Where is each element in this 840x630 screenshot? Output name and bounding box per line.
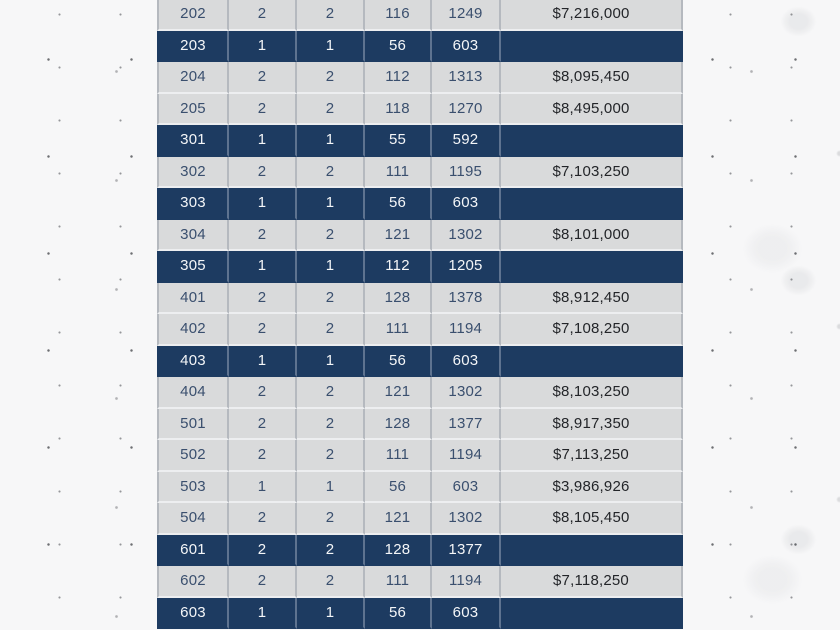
cell-price: $8,495,000 <box>501 94 683 126</box>
cell-area-sqft: 1377 <box>432 409 501 441</box>
cell-bathrooms: 2 <box>297 157 365 189</box>
cell-bedrooms: 2 <box>229 283 297 315</box>
cell-bedrooms: 1 <box>229 188 297 220</box>
cell-unit-number: 301 <box>157 125 229 157</box>
cell-unit-number: 601 <box>157 535 229 567</box>
table-row <box>157 283 683 315</box>
cell-bedrooms: 1 <box>229 472 297 504</box>
table-row <box>157 598 683 630</box>
table-row <box>157 94 683 126</box>
cell-bedrooms: 1 <box>229 31 297 63</box>
cell-bathrooms: 2 <box>297 409 365 441</box>
cell-unit-number: 305 <box>157 251 229 283</box>
cell-area-sqm: 56 <box>365 472 432 504</box>
cell-unit-number: 501 <box>157 409 229 441</box>
cell-area-sqm: 112 <box>365 251 432 283</box>
cell-area-sqft: 1302 <box>432 503 501 535</box>
cell-area-sqft: 1205 <box>432 251 501 283</box>
cell-unit-number: 302 <box>157 157 229 189</box>
cell-unit-number: 402 <box>157 314 229 346</box>
cell-area-sqft: 1378 <box>432 283 501 315</box>
cell-unit-number: 504 <box>157 503 229 535</box>
cell-area-sqm: 128 <box>365 409 432 441</box>
cell-price <box>501 125 683 157</box>
cell-bedrooms: 2 <box>229 566 297 598</box>
cell-bedrooms: 2 <box>229 314 297 346</box>
cell-bedrooms: 2 <box>229 94 297 126</box>
cell-price: $8,095,450 <box>501 62 683 94</box>
cell-area-sqm: 111 <box>365 314 432 346</box>
cell-bedrooms: 2 <box>229 157 297 189</box>
cell-bathrooms: 1 <box>297 31 365 63</box>
cell-area-sqm: 111 <box>365 157 432 189</box>
cell-area-sqft: 1270 <box>432 94 501 126</box>
cell-bathrooms: 2 <box>297 566 365 598</box>
cell-price: $3,986,926 <box>501 472 683 504</box>
cell-price: $7,118,250 <box>501 566 683 598</box>
cell-area-sqft: 603 <box>432 598 501 630</box>
table-body <box>157 0 683 629</box>
cell-price: $7,108,250 <box>501 314 683 346</box>
cell-price: $8,101,000 <box>501 220 683 252</box>
table-row <box>157 251 683 283</box>
table-row <box>157 157 683 189</box>
table-row <box>157 62 683 94</box>
cell-bedrooms: 2 <box>229 62 297 94</box>
cell-bedrooms: 2 <box>229 535 297 567</box>
table-row <box>157 535 683 567</box>
cell-area-sqm: 55 <box>365 125 432 157</box>
cell-area-sqft: 1194 <box>432 566 501 598</box>
cell-unit-number: 203 <box>157 31 229 63</box>
cell-bathrooms: 2 <box>297 220 365 252</box>
cell-area-sqft: 1313 <box>432 62 501 94</box>
cell-area-sqft: 603 <box>432 31 501 63</box>
cell-unit-number: 204 <box>157 62 229 94</box>
cell-price <box>501 346 683 378</box>
cell-area-sqft: 592 <box>432 125 501 157</box>
cell-area-sqft: 1377 <box>432 535 501 567</box>
cell-price <box>501 31 683 63</box>
cell-price <box>501 535 683 567</box>
cell-unit-number: 602 <box>157 566 229 598</box>
cell-area-sqm: 111 <box>365 440 432 472</box>
cell-bathrooms: 2 <box>297 440 365 472</box>
cell-unit-number: 603 <box>157 598 229 630</box>
cell-unit-number: 304 <box>157 220 229 252</box>
cell-area-sqft: 1249 <box>432 0 501 31</box>
cell-area-sqm: 56 <box>365 188 432 220</box>
cell-area-sqft: 603 <box>432 472 501 504</box>
table-row <box>157 31 683 63</box>
cell-unit-number: 502 <box>157 440 229 472</box>
cell-price <box>501 251 683 283</box>
cell-bathrooms: 2 <box>297 535 365 567</box>
cell-bathrooms: 2 <box>297 314 365 346</box>
cell-unit-number: 401 <box>157 283 229 315</box>
cell-bathrooms: 2 <box>297 283 365 315</box>
cell-bedrooms: 1 <box>229 251 297 283</box>
cell-unit-number: 205 <box>157 94 229 126</box>
cell-bedrooms: 2 <box>229 409 297 441</box>
cell-bedrooms: 1 <box>229 346 297 378</box>
cell-price <box>501 188 683 220</box>
cell-area-sqm: 118 <box>365 94 432 126</box>
cell-bathrooms: 2 <box>297 377 365 409</box>
cell-area-sqft: 1194 <box>432 314 501 346</box>
cell-price: $8,917,350 <box>501 409 683 441</box>
cell-bathrooms: 2 <box>297 503 365 535</box>
cell-area-sqm: 112 <box>365 62 432 94</box>
cell-area-sqm: 56 <box>365 31 432 63</box>
cell-area-sqft: 1195 <box>432 157 501 189</box>
table-row <box>157 346 683 378</box>
cell-area-sqm: 111 <box>365 566 432 598</box>
table-row <box>157 314 683 346</box>
cell-bathrooms: 2 <box>297 0 365 31</box>
cell-area-sqft: 1302 <box>432 377 501 409</box>
availability-table <box>157 0 683 629</box>
cell-bathrooms: 1 <box>297 598 365 630</box>
table-row <box>157 566 683 598</box>
cell-area-sqm: 116 <box>365 0 432 31</box>
cell-bathrooms: 1 <box>297 346 365 378</box>
cell-bedrooms: 2 <box>229 503 297 535</box>
table-row <box>157 409 683 441</box>
cell-price: $8,912,450 <box>501 283 683 315</box>
table-row <box>157 220 683 252</box>
cell-price: $8,105,450 <box>501 503 683 535</box>
cell-bathrooms: 2 <box>297 94 365 126</box>
cell-bathrooms: 1 <box>297 125 365 157</box>
cell-bedrooms: 1 <box>229 125 297 157</box>
cell-bedrooms: 2 <box>229 220 297 252</box>
cell-area-sqft: 603 <box>432 346 501 378</box>
cell-area-sqft: 603 <box>432 188 501 220</box>
cell-area-sqft: 1302 <box>432 220 501 252</box>
cell-price: $7,103,250 <box>501 157 683 189</box>
cell-bathrooms: 1 <box>297 188 365 220</box>
cell-price: $7,216,000 <box>501 0 683 31</box>
cell-price: $7,113,250 <box>501 440 683 472</box>
table-row <box>157 188 683 220</box>
table-row <box>157 377 683 409</box>
cell-unit-number: 403 <box>157 346 229 378</box>
cell-area-sqm: 56 <box>365 598 432 630</box>
cell-area-sqm: 121 <box>365 503 432 535</box>
availability-table-container <box>157 0 683 629</box>
cell-bathrooms: 1 <box>297 472 365 504</box>
table-row <box>157 503 683 535</box>
cell-area-sqm: 121 <box>365 377 432 409</box>
cell-unit-number: 404 <box>157 377 229 409</box>
table-row <box>157 472 683 504</box>
cell-price <box>501 598 683 630</box>
cell-area-sqm: 128 <box>365 283 432 315</box>
cell-price: $8,103,250 <box>501 377 683 409</box>
cell-bedrooms: 2 <box>229 0 297 31</box>
table-row <box>157 125 683 157</box>
cell-bathrooms: 2 <box>297 62 365 94</box>
cell-area-sqm: 121 <box>365 220 432 252</box>
cell-area-sqm: 56 <box>365 346 432 378</box>
table-row <box>157 0 683 31</box>
cell-bedrooms: 1 <box>229 598 297 630</box>
cell-bedrooms: 2 <box>229 440 297 472</box>
cell-unit-number: 303 <box>157 188 229 220</box>
cell-bathrooms: 1 <box>297 251 365 283</box>
table-row <box>157 440 683 472</box>
cell-area-sqm: 128 <box>365 535 432 567</box>
cell-bedrooms: 2 <box>229 377 297 409</box>
cell-unit-number: 503 <box>157 472 229 504</box>
cell-area-sqft: 1194 <box>432 440 501 472</box>
cell-unit-number: 202 <box>157 0 229 31</box>
